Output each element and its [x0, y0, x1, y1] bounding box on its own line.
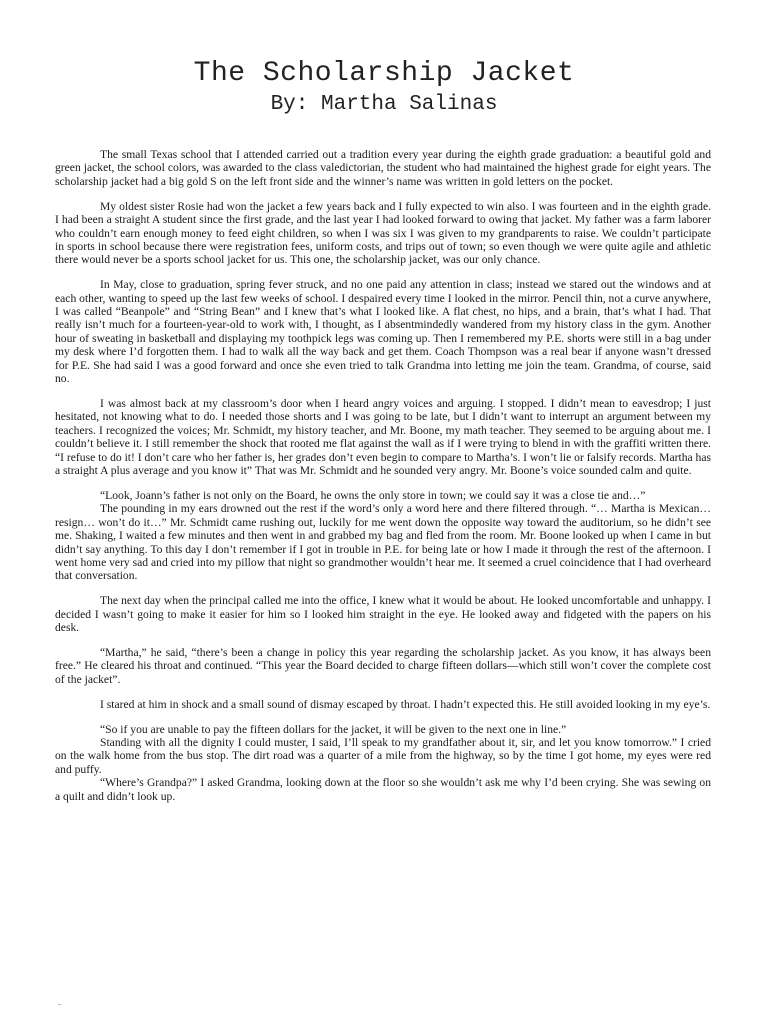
scan-speck — [58, 1004, 61, 1005]
paragraph-12: “Where’s Grandpa?” I asked Grandma, looking down at the floor so she wouldn’t ask me why I’d been crying. She was sewing on a quilt and didn’t look up. — [55, 776, 711, 803]
paragraph-3: In May, close to graduation, spring fever struck, and no one paid any attention in class; instead we stared out the windows and at each other, wanting to speed up the last few weeks of school. I despaired every time I looked in the mirror. Pencil thin, not a curve anywhere, I was called “Beanpole” and “String Bean” and I knew that’s what I looked like. A flat chest, no hips, and a brain, that’s what I had. That really isn’t much for a fourteen-year-old to work with, I thought, as I absentmindedly wandered from my history class in the gym. Another hour of sweating in basketball and displaying my toothpick legs was coming up. Then I remembered my P.E. shorts were still in a bag under my desk where I’d forgotten them. I had to walk all the way back and get them. Coach Thompson was a real bear if anyone wasn’t dressed for P.E. She had said I was a good forward and once she even tried to talk Grandma into letting me join the team. Grandma, of course, said no. — [55, 278, 711, 386]
document-body — [55, 148, 711, 803]
paragraph-11: Standing with all the dignity I could muster, I said, I’ll speak to my grandfather about it, sir, and let you know tomorrow.” I cried on the walk home from the bus stop. The dirt road was a quarter of a mile from the highway, so by the time I got home, my eyes were red and puffy. — [55, 736, 711, 776]
paragraph-2: My oldest sister Rosie had won the jacket a few years back and I fully expected to win also. I was fourteen and in the eighth grade. I had been a straight A student since the first grade, and the last year I had looked forward to owing that jacket. My father was a farm laborer who couldn’t earn enough money to feed eight children, so when I was six I was given to my grandparents to raise. We couldn’t participate in sports in school because there were registration fees, uniform costs, and trips out of town; so even though we were quite agile and athletic there would never be a sports school jacket for us. This one, the scholarship jacket, was our only chance. — [55, 199, 711, 267]
paragraph-7: The next day when the principal called me into the office, I knew what it would be about. He looked uncomfortable and unhappy. I decided I wasn’t going to make it easier for him so I looked him straight in the eye. He looked away and fidgeted with the papers on his desk. — [55, 594, 711, 635]
paragraph-8: “Martha,” he said, “there’s been a change in policy this year regarding the scholarship jacket. As you know, it has always been free.” He cleared his throat and continued. “This year the Board decided to charge fifteen dollars—which still won’t cover the complete cost of the jacket”. — [55, 646, 711, 686]
paragraph-5: “Look, Joann’s father is not only on the Board, he owns the only store in town; we could say it was a close tie and…” — [100, 488, 646, 502]
document-title: The Scholarship Jacket — [193, 58, 575, 89]
paragraph-9: I stared at him in shock and a small sound of dismay escaped by throat. I hadn’t expected this. He still avoided looking in my eye’s. — [100, 697, 711, 711]
paragraph-4: I was almost back at my classroom’s door when I heard angry voices and arguing. I stopped. I didn’t mean to eavesdrop; I just hesitated, not knowing what to do. I needed those shorts and I was going to be late, but I didn’t want to interrupt an argument between my teachers. I recognized the voices; Mr. Schmidt, my history teacher, and Mr. Boone, my math teacher. They seemed to be arguing about me. I couldn’t believe it. I still remember the shock that rooted me flat against the wall as if I were trying to blend in with the graffiti written there. “I refuse to do it! I don’t care who her father is, her grades don’t even begin to compare to Martha’s. I won’t lie or falsify records. Martha has a straight A plus average and you know it” That was Mr. Schmidt and he sounded very angry. Mr. Boone’s voice sounded calm and quite. — [55, 397, 711, 478]
paragraph-6: The pounding in my ears drowned out the rest if the word’s only a word here and there filtered through. “… Martha is Mexican… resign… won’t do it…” Mr. Schmidt came rushing out, luckily for me went down the opposite way toward the auditorium, so he didn’t see me. Shaking, I waited a few minutes and then went in and grabbed my bag and fled from the room. Mr. Boone looked up when I came in but didn’t say anything. To this day I don’t remember if I got in trouble in P.E. for being late or how I made it through the rest of the afternoon. I went home very sad and cried into my pillow that night so grandmother wouldn’t hear me. It seemed a cruel coincidence that I had overheard that conversation. — [55, 502, 711, 583]
paragraph-1: The small Texas school that I attended carried out a tradition every year during the eighth grade graduation: a beautiful gold and green jacket, the school colors, was awarded to the class valedictorian, the student who had maintained the highest grade for eight years. The scholarship jacket had a big gold S on the left front side and the winner’s name was written in gold letters on the pocket. — [55, 148, 711, 188]
paragraph-10: “So if you are unable to pay the fifteen dollars for the jacket, it will be given to the next one in line.” — [100, 722, 567, 736]
document-byline: By: Martha Salinas — [270, 93, 498, 116]
